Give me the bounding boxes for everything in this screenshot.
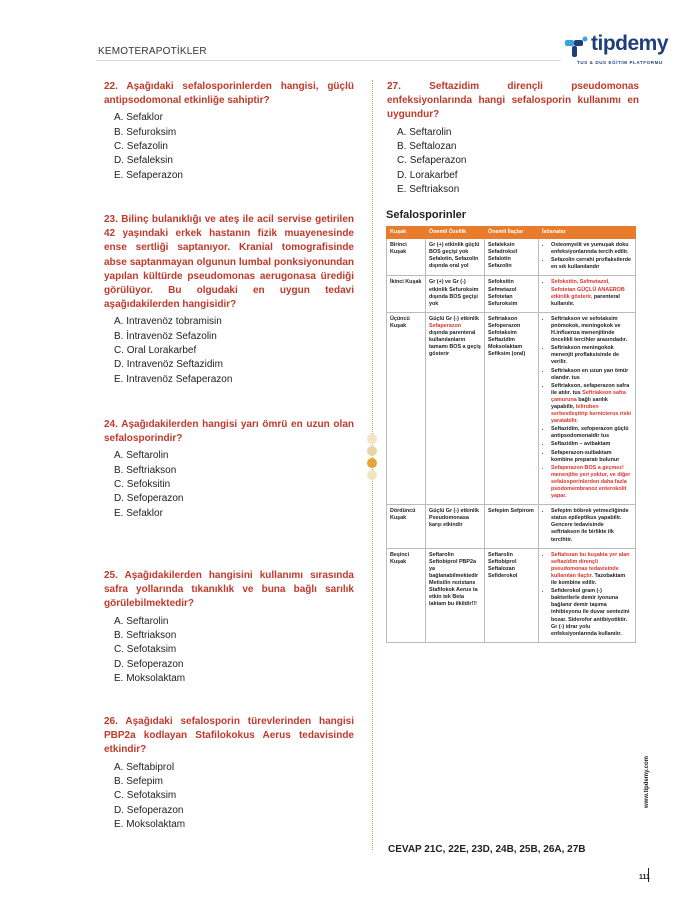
option-list bbox=[387, 126, 639, 197]
list-item: • Seftriakson meningokok menenjit proflaksisinde de verilir. bbox=[551, 345, 632, 366]
question-stem: 27. Seftazidim dirençli pseudomonas enfeksiyonlarında hangi sefalosporin kullanımı en uygundur? bbox=[387, 81, 639, 121]
note-text: Seftriakson, sefaperazon safra ile atılır. tus bbox=[551, 382, 630, 396]
table-header-row bbox=[387, 227, 636, 239]
option-c: C. Sefoksitin bbox=[114, 479, 171, 490]
option-a: A. Seftarolin bbox=[397, 126, 452, 138]
cell-ozellik bbox=[426, 312, 485, 504]
option-c: C. Sefazolin bbox=[114, 141, 168, 152]
highlight-text: Seftriakson safra çamuruna bbox=[551, 389, 626, 403]
dot-icon bbox=[367, 458, 377, 468]
logo-text: tipdemy bbox=[591, 32, 669, 55]
decorative-dots bbox=[365, 432, 379, 492]
option-b: B. İntravenöz Sefazolin bbox=[114, 330, 217, 342]
list-item: • Seftazidim – avibaktam bbox=[551, 441, 632, 448]
highlight-text: Sefoksitin, Sefmetazol, Sefotetan GÜÇLÜ ANAEROB etkinlik gösterir, bbox=[551, 279, 625, 300]
option-list bbox=[104, 111, 354, 182]
section-title: KEMOTERAPOTİKLER bbox=[98, 46, 207, 57]
cell-ozellik: Güçlü Gr (-) etkinlik Pseudomonasa karşı etkindir bbox=[426, 505, 485, 548]
question-22 bbox=[104, 80, 354, 183]
note-text: parenteral kullanılır. bbox=[551, 293, 620, 307]
cell-istisnalar bbox=[539, 239, 636, 276]
question-26 bbox=[104, 715, 354, 832]
list-item bbox=[551, 279, 632, 307]
list-item: • Seftriakson ve sefotaksim pnömokok, meningokok ve H.influenza menenjitinde öncelikli tercihler arasındadır. bbox=[551, 316, 632, 344]
option-a: A. Sefaklor bbox=[114, 112, 163, 124]
cell-ozellik: Gr (+) ve Gr (-) etkinlik Sefuroksim dışında BOS geçişi yok bbox=[426, 276, 485, 312]
option-c: C. Sefotaksim bbox=[114, 644, 177, 656]
logo-mark-icon bbox=[565, 36, 589, 58]
list-item bbox=[551, 552, 632, 587]
option-e: E. Sefaklor bbox=[114, 507, 163, 519]
cell-kusak: Birinci Kuşak bbox=[387, 239, 426, 276]
column-header: Önemli İlaçlar bbox=[485, 227, 539, 239]
option-b: B. Seftalozan bbox=[397, 140, 457, 152]
option-d: D. Sefoperazon bbox=[114, 493, 184, 505]
brand-logo bbox=[565, 30, 670, 70]
option-e: E. Moksolaktam bbox=[114, 672, 186, 684]
option-d: D. Sefoperazon bbox=[114, 804, 184, 816]
option-d: D. Sefoperazon bbox=[114, 658, 184, 670]
question-stem: 23. Bilinç bulanıklığı ve ateş ile acil servise getirilen 42 yaşındaki erkek hastanın fizik muayenesinde ense sertliği saptanıyor. Kranial tomografisinde abse saptanmayan olgunun lumbal ponksiyonundan yapılan kültürde pseudomonas aerugonasa ürediği görülüyor. Bu olgudaki en uygun tedavi aşağıdakilerden hangisidir? bbox=[104, 214, 354, 311]
list-item: • Sefiderokol gram (-) bakterilerle demir iyonuna bağlanır demir taşıma inhibisyonu ile duvar sentezini bozar. Siderofor antibiyotiktir. Gr (-) idrar yolu enfeksiyonlarında kullanılır. bbox=[551, 588, 632, 638]
cell-istisnalar bbox=[539, 276, 636, 312]
note-text: dışında parenteral kullanılanların tamamı BOS a geçiş gösterir bbox=[429, 330, 481, 358]
column-header: Önemli Özellik bbox=[426, 227, 485, 239]
highlight-text: Sefaperazon bbox=[429, 322, 462, 329]
note-text: Güçlü Gr (-) etkinlik bbox=[429, 315, 480, 322]
option-a: A. Seftarolin bbox=[114, 615, 169, 627]
cell-kusak: Üçüncü Kuşak bbox=[387, 312, 426, 504]
cell-ilaclar: Sefaleksin Sefadroksil Sefalotin Sefazolin bbox=[485, 239, 539, 276]
highlight-text: Seftalozan bu kuşakta yer alan seftazidim dirençli pseudomonas tedavisinde kullanılan ilaçtır. bbox=[551, 551, 630, 579]
list-item: • Sefazolin cerrahi proflaksilerde en sık kullanılandır bbox=[551, 257, 632, 271]
list-item bbox=[551, 383, 632, 426]
option-list bbox=[104, 615, 354, 686]
note-text: Tazobaktam ile kombine edilir. bbox=[551, 572, 626, 587]
option-b: B. Sefuroksim bbox=[114, 126, 177, 138]
option-a: A. Seftabiprol bbox=[114, 761, 175, 773]
list-item: • Osteomyelit ve yumuşak doku enfeksiyonlarında tercih edilir. bbox=[551, 242, 632, 256]
table-row bbox=[387, 548, 636, 642]
column-header: İstisnalar bbox=[539, 227, 636, 239]
table-row bbox=[387, 505, 636, 548]
table-row bbox=[387, 239, 636, 276]
option-list bbox=[104, 315, 354, 386]
cell-ilaclar: Sefepim Sefpirom bbox=[485, 505, 539, 548]
question-stem: 22. Aşağıdaki sefalosporinlerden hangisi, güçlü antipsodomonal etkinliğe sahiptir? bbox=[104, 81, 354, 107]
option-d: D. Lorakarbef bbox=[397, 169, 458, 181]
option-list bbox=[104, 761, 354, 832]
question-24 bbox=[104, 418, 354, 521]
side-url: www.tipdemy.com bbox=[644, 755, 650, 808]
cell-kusak: İkinci Kuşak bbox=[387, 276, 426, 312]
list-item: • Seftriakson en uzun yarı ömür olandır. tus bbox=[551, 368, 632, 382]
header-divider bbox=[96, 60, 561, 61]
cell-ozellik: Gr (+) etkinlik güçlü BOS geçişi yok Sefalotin, Sefazolin dışında oral yol bbox=[426, 239, 485, 276]
dot-icon bbox=[367, 470, 377, 480]
cell-ilaclar: Seftarolin Seftobiprol Seftalozan Sefiderokol bbox=[485, 548, 539, 642]
note-text: bağlı sarılık yapabilir, bbox=[551, 396, 608, 410]
cell-istisnalar bbox=[539, 505, 636, 548]
cell-istisnalar bbox=[539, 548, 636, 642]
dot-icon bbox=[367, 446, 377, 456]
option-a: A. Seftarolin bbox=[114, 450, 169, 462]
cell-kusak: Dördüncü Kuşak bbox=[387, 505, 426, 548]
option-d: D. Sefaleksin bbox=[114, 155, 173, 167]
list-item: • Seftazidim, sefoperazon güçlü antipsodomonaldir tus bbox=[551, 426, 632, 440]
dot-icon bbox=[367, 434, 377, 444]
option-e: E. Intravenöz Sefaperazon bbox=[114, 373, 233, 385]
option-c: C. Sefaperazon bbox=[397, 155, 467, 167]
answer-key: CEVAP 21C, 22E, 23D, 24B, 25B, 26A, 27B bbox=[388, 844, 586, 855]
column-header: Kuşak bbox=[387, 227, 426, 239]
option-e: E. Sefaperazon bbox=[114, 169, 183, 181]
cell-istisnalar bbox=[539, 312, 636, 504]
list-item: • Sefaperazon-sulbaktam kombine preparatı bulunur bbox=[551, 450, 632, 464]
option-b: B. Seftriakson bbox=[114, 464, 177, 476]
question-27 bbox=[387, 80, 639, 197]
option-list bbox=[104, 449, 354, 520]
highlight-text: biliruben serbestleştirip kernicterus riski yaratabilir. bbox=[551, 403, 632, 425]
option-d: D. Intravenöz Seftazidim bbox=[114, 359, 223, 371]
cell-ilaclar: Sefoksitin Sefmetazol Sefotetan Sefuroksim bbox=[485, 276, 539, 312]
list-item: • Sefaperazon BOS a geçmez! menenjitte yeri yoktur, ve diğer sefalosporinlerden daha fazla psodomembranoz enterokolit yapar. bbox=[551, 465, 632, 500]
table-row bbox=[387, 276, 636, 312]
table-row bbox=[387, 312, 636, 504]
option-c: C. Oral Lorakarbef bbox=[114, 345, 197, 357]
logo-subtitle: TUS & DUS EĞİTİM PLATFORMU bbox=[577, 60, 663, 65]
question-stem: 25. Aşağıdakilerden hangisini kullanımı sırasında safra yollarında tıkanıklık ve buna bağlı sarılık görülebilmektedir? bbox=[104, 570, 354, 610]
question-stem: 26. Aşağıdaki sefalosporin türevlerinden hangisi PBP2a kodlayan Stafilokokus Aerus tedavisinde etkindir? bbox=[104, 716, 354, 756]
option-b: B. Sefepim bbox=[114, 775, 163, 787]
option-e: E. Seftriakson bbox=[397, 183, 460, 195]
cell-ozellik: Seftarolin Seftobiprol PBP2a ya bağlanabilmektedir Metisilin rezistans Stafilokok Aerus ta etkin tek Beta laktam bu ilkildir!!! bbox=[426, 548, 485, 642]
question-23 bbox=[104, 213, 354, 387]
option-a: A. Intravenöz tobramisin bbox=[114, 316, 222, 328]
question-25 bbox=[104, 569, 354, 686]
cephalosporin-table bbox=[386, 226, 636, 643]
table-title: Sefalosporinler bbox=[386, 209, 467, 221]
question-stem: 24. Aşağıdakilerden hangisi yarı ömrü en uzun olan sefalosporindir? bbox=[104, 419, 354, 445]
option-b: B. Seftriakson bbox=[114, 629, 177, 641]
option-e: E. Moksolaktam bbox=[114, 818, 186, 830]
option-c: C. Sefotaksim bbox=[114, 790, 177, 802]
cell-ilaclar: Seftriakson Sefoperazon Sefotaksim Seftazidim Moksolaktam Sefiksim (oral) bbox=[485, 312, 539, 504]
page-number: 111 bbox=[639, 874, 650, 881]
cell-kusak: Beşinci Kuşak bbox=[387, 548, 426, 642]
list-item: • Sefepim böbrek yetmezliğinde status epileptikus yapabilir. Gencere tedavisinde seftriakson ile birlikte ilk tercihtir. bbox=[551, 508, 632, 543]
